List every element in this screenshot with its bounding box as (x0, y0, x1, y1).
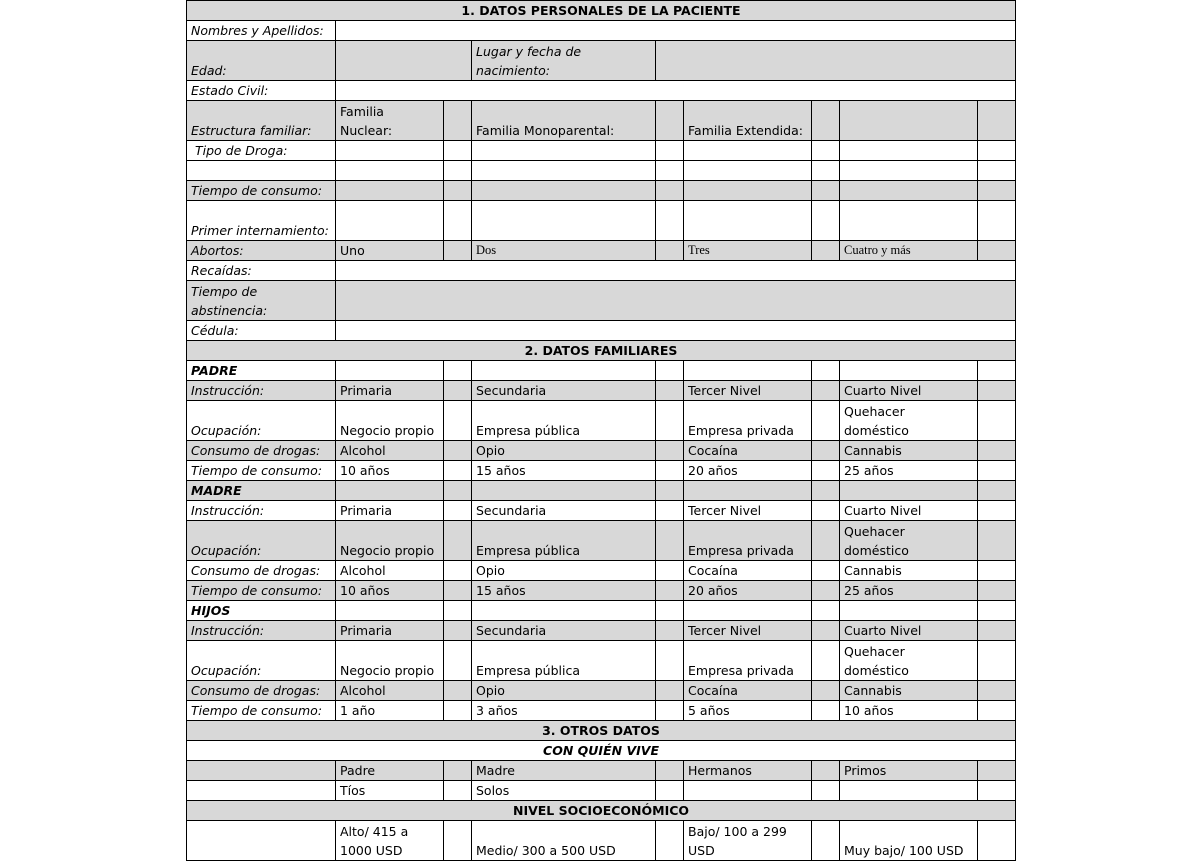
nivel-option: Bajo/ 100 a 299 USD (684, 821, 812, 861)
consumo-option: Cocaína (684, 441, 812, 461)
nivel-blank (187, 821, 336, 861)
tipo-droga-checkbox[interactable] (444, 161, 472, 181)
tiempo-option: 15 años (472, 581, 656, 601)
internamiento-cell[interactable] (472, 201, 656, 241)
section-1-title: 1. DATOS PERSONALES DE LA PACIENTE (187, 1, 1016, 21)
ocupacion-option: Empresa pública (472, 401, 656, 441)
familia-nuclear-checkbox[interactable] (444, 101, 472, 141)
tipo-droga-cell[interactable] (684, 141, 812, 161)
padre-consumo-checkbox[interactable] (444, 441, 472, 461)
madre-ocupacion-checkbox[interactable] (656, 521, 684, 561)
lugar-fecha-field[interactable] (656, 41, 1016, 81)
madre-tiempo-checkbox[interactable] (444, 581, 472, 601)
nivel-socioeconomico-title: NIVEL SOCIOECONÓMICO (187, 801, 1016, 821)
con-quien-vive-title: CON QUIÉN VIVE (187, 741, 1016, 761)
ocupacion-option: Quehacer doméstico (840, 521, 978, 561)
tiempo-option: 10 años (336, 461, 444, 481)
cedula-field[interactable] (336, 321, 1016, 341)
tipo-droga-checkbox[interactable] (812, 141, 840, 161)
hijos-consumo-checkbox[interactable] (444, 681, 472, 701)
madre-consumo-checkbox[interactable] (444, 561, 472, 581)
familia-extendida-checkbox[interactable] (812, 101, 840, 141)
instruccion-option: Cuarto Nivel (840, 621, 978, 641)
hijos-instruccion-label: Instrucción: (187, 621, 336, 641)
hijos-ocupacion-checkbox[interactable] (978, 641, 1016, 681)
madre-instruccion-checkbox[interactable] (656, 501, 684, 521)
instruccion-option: Secundaria (472, 381, 656, 401)
abortos-checkbox[interactable] (812, 241, 840, 261)
tiempo-consumo-checkbox[interactable] (812, 181, 840, 201)
padre-consumo-label: Consumo de drogas: (187, 441, 336, 461)
abortos-option: Uno (336, 241, 444, 261)
tiempo-consumo-cell[interactable] (684, 181, 812, 201)
ocupacion-option: Negocio propio (336, 641, 444, 681)
con-quien-checkbox[interactable] (978, 761, 1016, 781)
lugar-fecha-label: Lugar y fecha de nacimiento: (472, 41, 656, 81)
hijos-instruccion-checkbox[interactable] (656, 621, 684, 641)
con-quien-checkbox[interactable] (812, 781, 840, 801)
hijos-instruccion-checkbox[interactable] (444, 621, 472, 641)
ocupacion-option: Quehacer doméstico (840, 641, 978, 681)
instruccion-option: Tercer Nivel (684, 621, 812, 641)
ocupacion-option: Empresa privada (684, 401, 812, 441)
hijos-instruccion-checkbox[interactable] (978, 621, 1016, 641)
nivel-checkbox[interactable] (978, 821, 1016, 861)
consumo-option: Opio (472, 681, 656, 701)
tiempo-option: 1 año (336, 701, 444, 721)
estructura-extra-checkbox[interactable] (978, 101, 1016, 141)
con-quien-checkbox[interactable] (812, 761, 840, 781)
patient-form-table (186, 0, 1016, 861)
abortos-option: Cuatro y más (840, 241, 978, 261)
edad-label: Edad: (187, 41, 336, 81)
con-quien-option: Hermanos (684, 761, 812, 781)
madre-instruccion-label: Instrucción: (187, 501, 336, 521)
padre-consumo-checkbox[interactable] (812, 441, 840, 461)
estructura-extra-cell[interactable] (840, 101, 978, 141)
hijos-consumo-label: Consumo de drogas: (187, 681, 336, 701)
tipo-droga-checkbox[interactable] (978, 161, 1016, 181)
madre-consumo-checkbox[interactable] (656, 561, 684, 581)
padre-tiempo-label: Tiempo de consumo: (187, 461, 336, 481)
madre-ocupacion-label: Ocupación: (187, 521, 336, 561)
instruccion-option: Primaria (336, 381, 444, 401)
tipo-droga-extra-cell[interactable] (187, 161, 336, 181)
familia-nuclear-option: Familia Nuclear: (336, 101, 444, 141)
padre-instruccion-checkbox[interactable] (444, 381, 472, 401)
abortos-checkbox[interactable] (978, 241, 1016, 261)
instruccion-option: Secundaria (472, 621, 656, 641)
ocupacion-option: Empresa pública (472, 641, 656, 681)
abstinencia-field[interactable] (336, 281, 1016, 321)
tipo-droga-cell[interactable] (472, 161, 656, 181)
estructura-label: Estructura familiar: (187, 101, 336, 141)
abortos-checkbox[interactable] (656, 241, 684, 261)
consumo-option: Alcohol (336, 441, 444, 461)
madre-ocupacion-checkbox[interactable] (978, 521, 1016, 561)
hijos-heading: HIJOS (187, 601, 336, 621)
ocupacion-option: Negocio propio (336, 401, 444, 441)
tipo-droga-checkbox[interactable] (656, 161, 684, 181)
con-quien-checkbox[interactable] (444, 761, 472, 781)
tipo-droga-checkbox[interactable] (978, 141, 1016, 161)
con-quien-option: Primos (840, 761, 978, 781)
con-quien-checkbox[interactable] (978, 781, 1016, 801)
tiempo-option: 10 años (840, 701, 978, 721)
edad-field[interactable] (336, 41, 472, 81)
ocupacion-option: Empresa pública (472, 521, 656, 561)
padre-ocupacion-checkbox[interactable] (444, 401, 472, 441)
tiempo-consumo-label: Tiempo de consumo: (187, 181, 336, 201)
tipo-droga-cell[interactable] (336, 161, 444, 181)
abortos-label: Abortos: (187, 241, 336, 261)
padre-ocupacion-checkbox[interactable] (656, 401, 684, 441)
tipo-droga-cell[interactable] (840, 161, 978, 181)
padre-tiempo-checkbox[interactable] (444, 461, 472, 481)
tiempo-consumo-cell[interactable] (472, 181, 656, 201)
padre-ocupacion-checkbox[interactable] (812, 401, 840, 441)
instruccion-option: Tercer Nivel (684, 381, 812, 401)
familia-extendida-option: Familia Extendida: (684, 101, 812, 141)
consumo-option: Cannabis (840, 561, 978, 581)
tiempo-option: 25 años (840, 461, 978, 481)
estado-civil-label: Estado Civil: (187, 81, 336, 101)
instruccion-option: Primaria (336, 501, 444, 521)
padre-consumo-checkbox[interactable] (978, 441, 1016, 461)
tiempo-option: 10 años (336, 581, 444, 601)
madre-ocupacion-checkbox[interactable] (812, 521, 840, 561)
madre-tiempo-checkbox[interactable] (978, 581, 1016, 601)
hijos-tiempo-label: Tiempo de consumo: (187, 701, 336, 721)
con-quien-cell[interactable] (684, 781, 812, 801)
hijos-tiempo-checkbox[interactable] (656, 701, 684, 721)
consumo-option: Cannabis (840, 441, 978, 461)
tipo-droga-checkbox[interactable] (444, 141, 472, 161)
nivel-option: Muy bajo/ 100 USD (840, 821, 978, 861)
instruccion-option: Tercer Nivel (684, 501, 812, 521)
tiempo-option: 5 años (684, 701, 812, 721)
hijos-instruccion-checkbox[interactable] (812, 621, 840, 641)
internamiento-cell[interactable] (684, 201, 812, 241)
tipo-droga-label: Tipo de Droga: (187, 141, 336, 161)
instruccion-option: Primaria (336, 621, 444, 641)
internamiento-checkbox[interactable] (812, 201, 840, 241)
recaidas-field[interactable] (336, 261, 1016, 281)
tiempo-consumo-checkbox[interactable] (444, 181, 472, 201)
con-quien-option: Solos (472, 781, 656, 801)
con-quien-option: Tíos (336, 781, 444, 801)
con-quien-option: Padre (336, 761, 444, 781)
padre-instruccion-checkbox[interactable] (656, 381, 684, 401)
hijos-consumo-checkbox[interactable] (656, 681, 684, 701)
nivel-checkbox[interactable] (656, 821, 684, 861)
internamiento-cell[interactable] (336, 201, 444, 241)
padre-instruccion-checkbox[interactable] (978, 381, 1016, 401)
nivel-option: Alto/ 415 a 1000 USD (336, 821, 444, 861)
internamiento-checkbox[interactable] (656, 201, 684, 241)
nombres-label: Nombres y Apellidos: (187, 21, 336, 41)
ocupacion-option: Negocio propio (336, 521, 444, 561)
cedula-label: Cédula: (187, 321, 336, 341)
con-quien-blank (187, 781, 336, 801)
ocupacion-option: Quehacer doméstico (840, 401, 978, 441)
tiempo-option: 25 años (840, 581, 978, 601)
familia-monoparental-option: Familia Monoparental: (472, 101, 656, 141)
consumo-option: Cannabis (840, 681, 978, 701)
madre-instruccion-checkbox[interactable] (812, 501, 840, 521)
recaidas-label: Recaídas: (187, 261, 336, 281)
con-quien-checkbox[interactable] (444, 781, 472, 801)
padre-tiempo-checkbox[interactable] (656, 461, 684, 481)
madre-consumo-checkbox[interactable] (812, 561, 840, 581)
tiempo-option: 15 años (472, 461, 656, 481)
abortos-option: Tres (684, 241, 812, 261)
consumo-option: Cocaína (684, 561, 812, 581)
section-2-title: 2. DATOS FAMILIARES (187, 341, 1016, 361)
tipo-droga-checkbox[interactable] (812, 161, 840, 181)
hijos-ocupacion-checkbox[interactable] (812, 641, 840, 681)
con-quien-checkbox[interactable] (656, 761, 684, 781)
padre-ocupacion-label: Ocupación: (187, 401, 336, 441)
nombres-field[interactable] (336, 21, 1016, 41)
tiempo-consumo-checkbox[interactable] (656, 181, 684, 201)
nivel-option: Medio/ 300 a 500 USD (472, 821, 656, 861)
con-quien-blank (187, 761, 336, 781)
madre-instruccion-checkbox[interactable] (978, 501, 1016, 521)
padre-heading: PADRE (187, 361, 336, 381)
tiempo-option: 20 años (684, 581, 812, 601)
hijos-tiempo-checkbox[interactable] (978, 701, 1016, 721)
hijos-tiempo-checkbox[interactable] (812, 701, 840, 721)
primer-internamiento-label: Primer internamiento: (187, 201, 336, 241)
hijos-consumo-checkbox[interactable] (812, 681, 840, 701)
consumo-option: Opio (472, 441, 656, 461)
con-quien-checkbox[interactable] (656, 781, 684, 801)
tipo-droga-cell[interactable] (472, 141, 656, 161)
estado-civil-field[interactable] (336, 81, 1016, 101)
tipo-droga-cell[interactable] (336, 141, 444, 161)
consumo-option: Alcohol (336, 681, 444, 701)
tipo-droga-checkbox[interactable] (656, 141, 684, 161)
consumo-option: Cocaína (684, 681, 812, 701)
consumo-option: Opio (472, 561, 656, 581)
madre-tiempo-label: Tiempo de consumo: (187, 581, 336, 601)
hijos-ocupacion-label: Ocupación: (187, 641, 336, 681)
madre-tiempo-checkbox[interactable] (656, 581, 684, 601)
consumo-option: Alcohol (336, 561, 444, 581)
hijos-consumo-checkbox[interactable] (978, 681, 1016, 701)
tipo-droga-cell[interactable] (840, 141, 978, 161)
madre-instruccion-checkbox[interactable] (444, 501, 472, 521)
tipo-droga-cell[interactable] (684, 161, 812, 181)
madre-consumo-checkbox[interactable] (978, 561, 1016, 581)
internamiento-cell[interactable] (840, 201, 978, 241)
tiempo-consumo-cell[interactable] (840, 181, 978, 201)
instruccion-option: Cuarto Nivel (840, 381, 978, 401)
padre-instruccion-label: Instrucción: (187, 381, 336, 401)
hijos-ocupacion-checkbox[interactable] (444, 641, 472, 681)
ocupacion-option: Empresa privada (684, 641, 812, 681)
con-quien-option: Madre (472, 761, 656, 781)
madre-tiempo-checkbox[interactable] (812, 581, 840, 601)
madre-ocupacion-checkbox[interactable] (444, 521, 472, 561)
hijos-tiempo-checkbox[interactable] (444, 701, 472, 721)
padre-instruccion-checkbox[interactable] (812, 381, 840, 401)
tiempo-consumo-cell[interactable] (336, 181, 444, 201)
tiempo-consumo-checkbox[interactable] (978, 181, 1016, 201)
padre-tiempo-checkbox[interactable] (812, 461, 840, 481)
nivel-checkbox[interactable] (444, 821, 472, 861)
familia-monoparental-checkbox[interactable] (656, 101, 684, 141)
tiempo-option: 3 años (472, 701, 656, 721)
padre-consumo-checkbox[interactable] (656, 441, 684, 461)
abstinencia-label: Tiempo de abstinencia: (187, 281, 336, 321)
con-quien-cell[interactable] (840, 781, 978, 801)
madre-heading: MADRE (187, 481, 336, 501)
internamiento-checkbox[interactable] (444, 201, 472, 241)
madre-consumo-label: Consumo de drogas: (187, 561, 336, 581)
padre-tiempo-checkbox[interactable] (978, 461, 1016, 481)
instruccion-option: Cuarto Nivel (840, 501, 978, 521)
padre-ocupacion-checkbox[interactable] (978, 401, 1016, 441)
ocupacion-option: Empresa privada (684, 521, 812, 561)
abortos-option: Dos (472, 241, 656, 261)
instruccion-option: Secundaria (472, 501, 656, 521)
abortos-checkbox[interactable] (444, 241, 472, 261)
hijos-ocupacion-checkbox[interactable] (656, 641, 684, 681)
nivel-checkbox[interactable] (812, 821, 840, 861)
tiempo-option: 20 años (684, 461, 812, 481)
internamiento-checkbox[interactable] (978, 201, 1016, 241)
section-3-title: 3. OTROS DATOS (187, 721, 1016, 741)
